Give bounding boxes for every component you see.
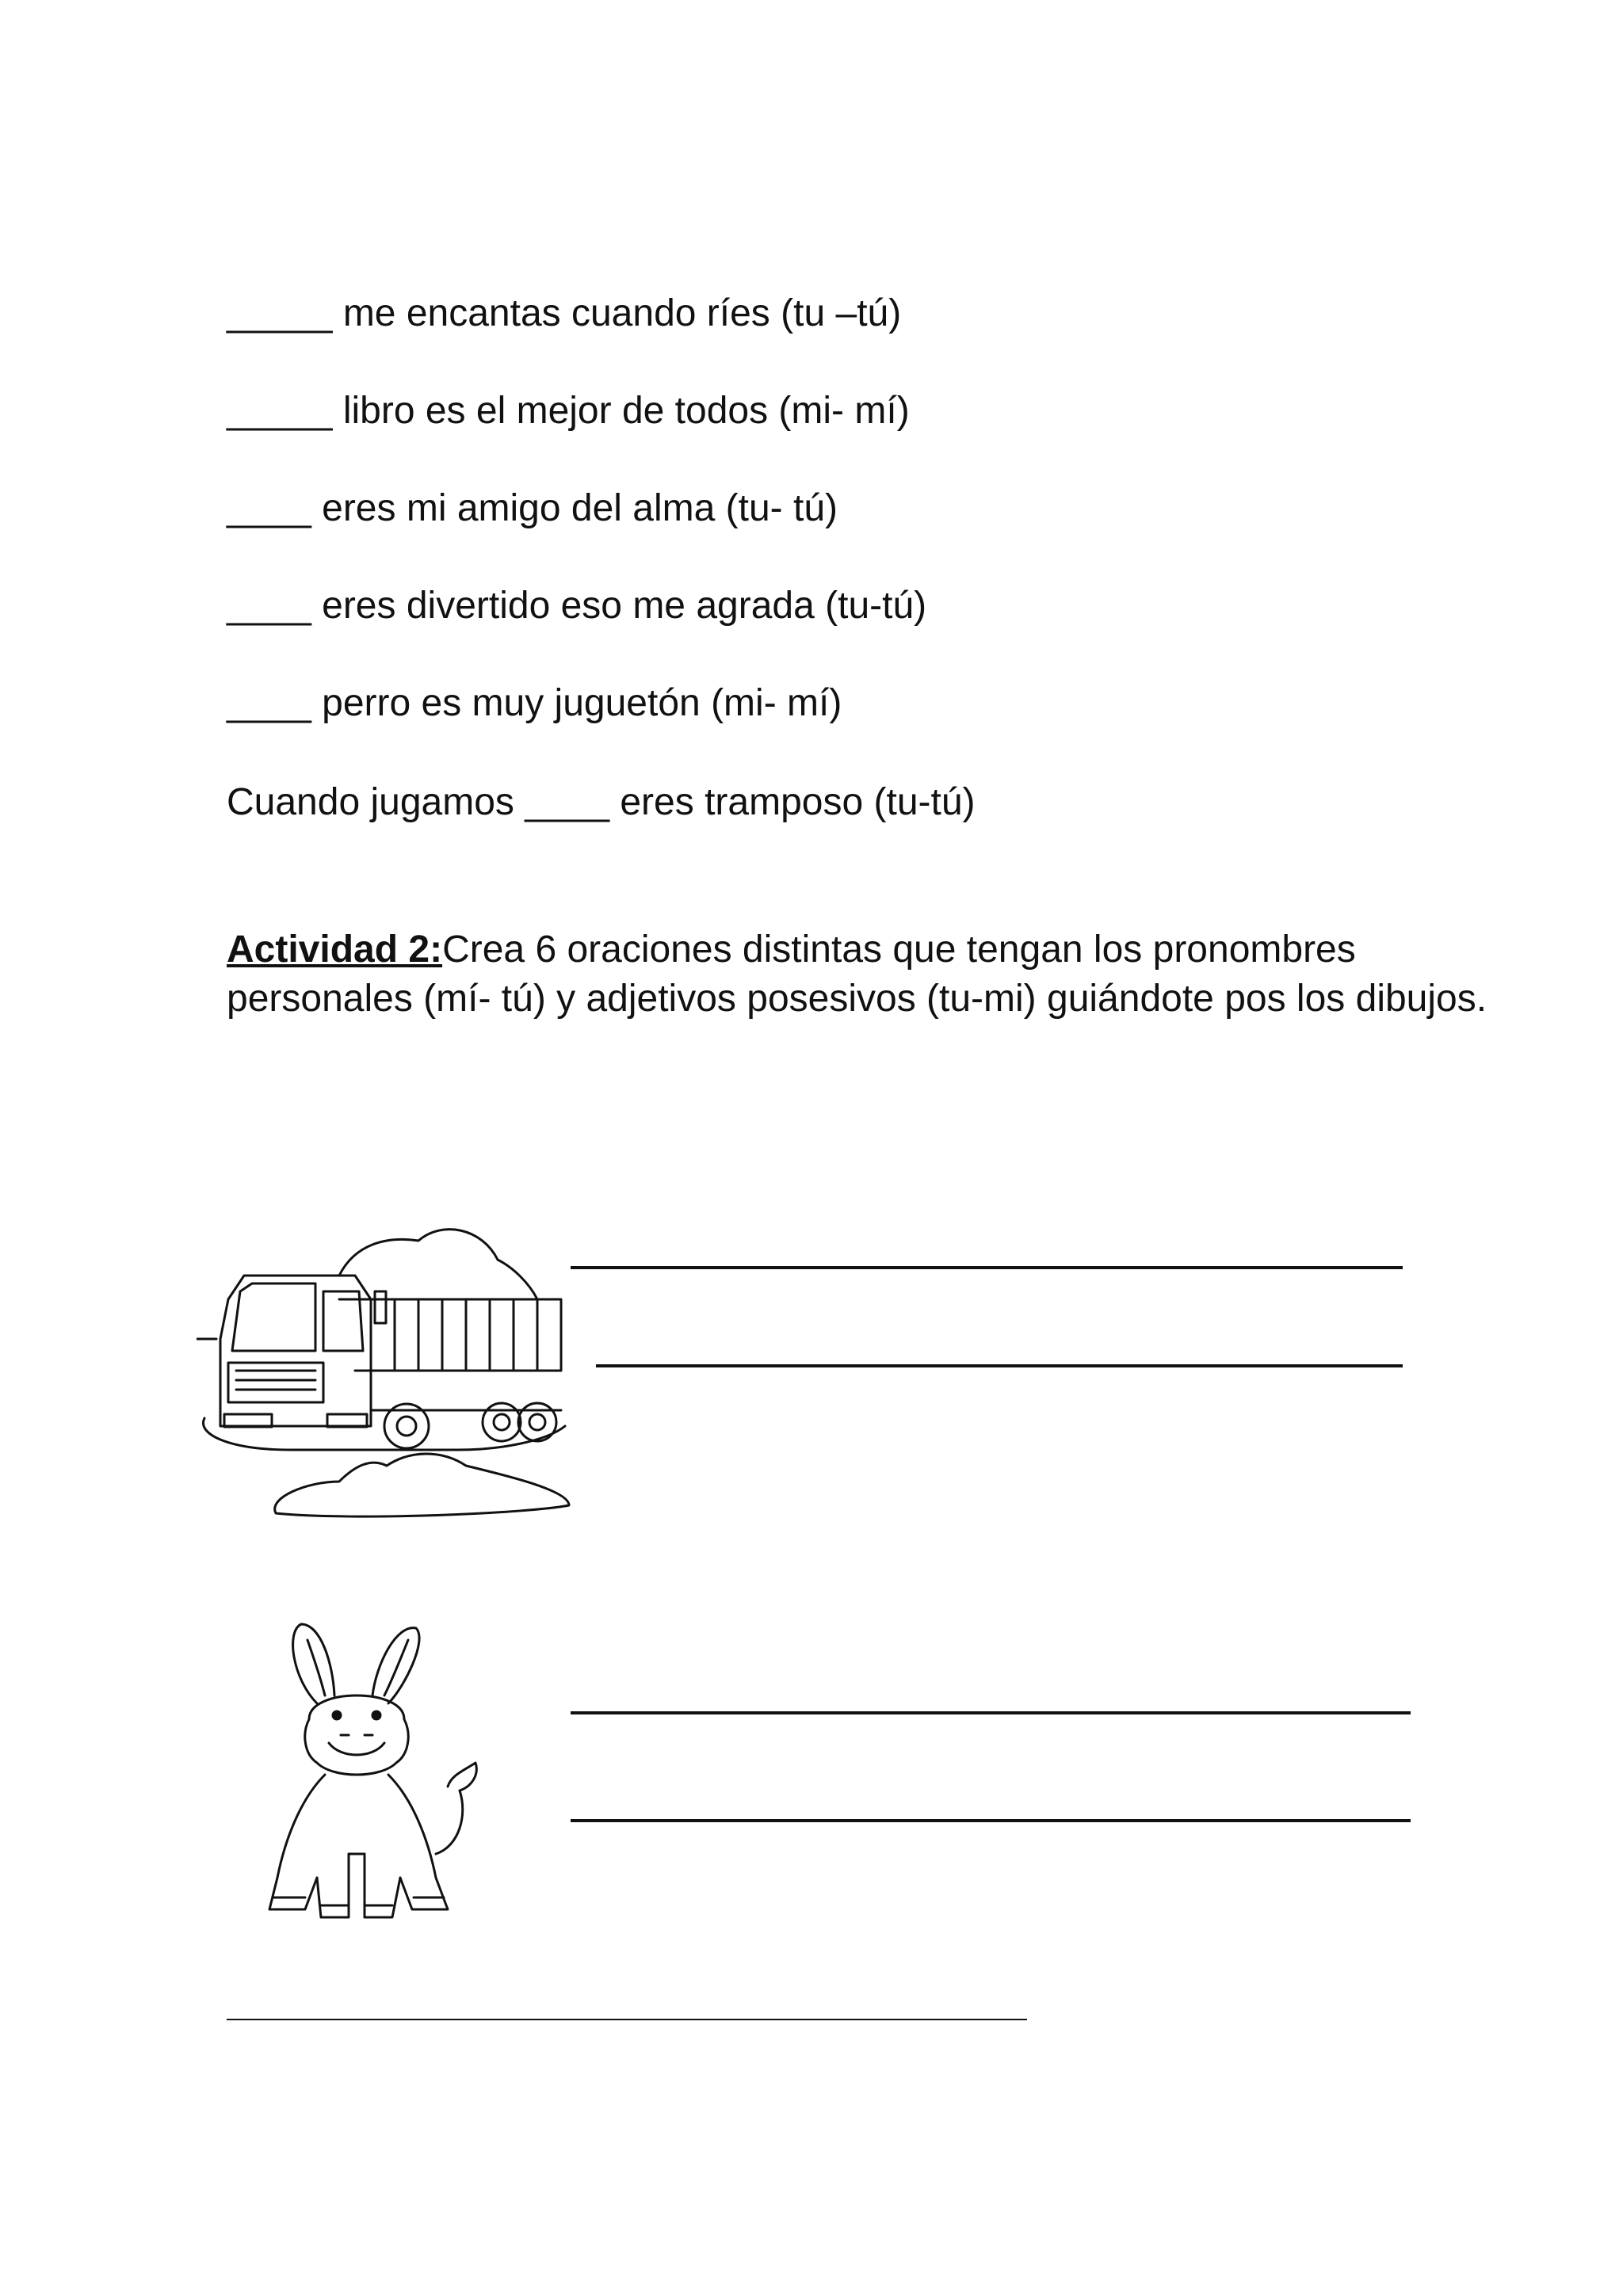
activity-2-title: Actividad 2: [227, 929, 443, 971]
exercise-line-6: Cuando jugamos ____ eres tramposo (tu-tú) [227, 781, 976, 823]
writing-line-1[interactable] [571, 1266, 1403, 1269]
writing-line-5[interactable] [227, 2019, 1027, 2020]
writing-line-3[interactable] [571, 1711, 1411, 1714]
dump-truck-drawing [197, 1212, 577, 1529]
writing-line-2[interactable] [596, 1364, 1403, 1367]
writing-line-4[interactable] [571, 1819, 1411, 1822]
activity-2-paragraph [227, 925, 1495, 1024]
exercise-line-1: _____ me encantas cuando ríes (tu –tú) [227, 292, 902, 334]
exercise-line-3: ____ eres mi amigo del alma (tu- tú) [227, 487, 838, 529]
exercise-line-4: ____ eres divertido eso me agrada (tu-tú) [227, 585, 927, 627]
donkey-drawing [246, 1616, 507, 1933]
exercise-line-5: ____ perro es muy juguetón (mi- mí) [227, 682, 842, 724]
exercise-line-2: _____ libro es el mejor de todos (mi- mí) [227, 390, 910, 432]
activity-2-instructions: Crea 6 oraciones distintas que tengan los pronombres personales (mí- tú) y adjetivos posesivos (tu-mi) guiándote pos los dibujos. [227, 929, 1487, 1020]
